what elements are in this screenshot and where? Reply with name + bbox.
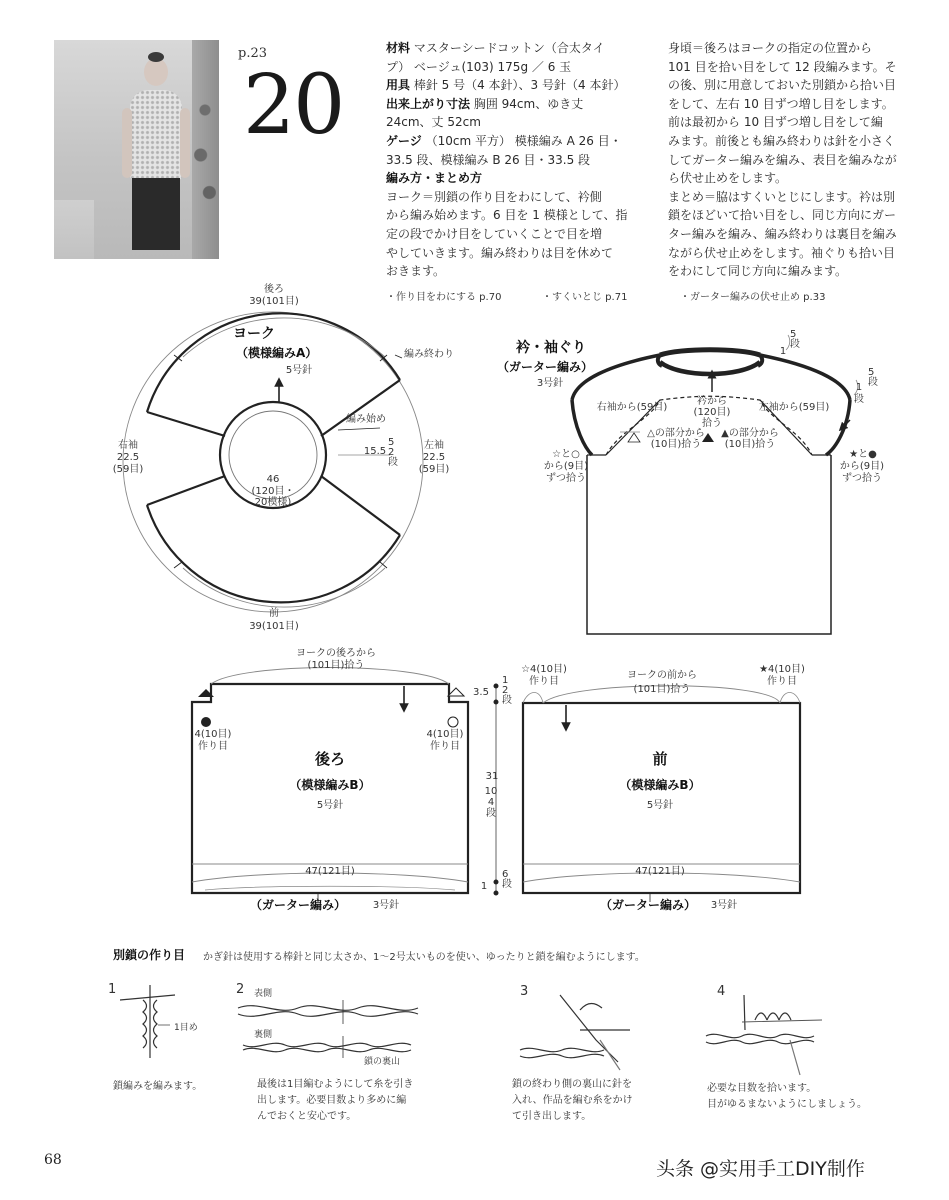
yoke-depth-cm: 15.5 — [363, 446, 387, 457]
collar-top-rows: 5段 — [790, 329, 800, 350]
right-pick-count: から(9目) — [839, 461, 885, 472]
ref-cast-on-ring: ・作り目をわにする p.70 — [386, 292, 502, 303]
left-armhole-band — [760, 355, 850, 400]
front-band-needle: 3号針 — [710, 900, 738, 911]
chain-step-4 — [706, 995, 822, 1075]
outline-circle-back — [448, 717, 458, 727]
outline-triangle-back-right — [448, 688, 464, 696]
back-needle: 5号針 — [316, 800, 344, 811]
instruction-text: から編み始めます。6 目を 1 模様として、指 — [386, 208, 628, 223]
instruction-line-right: みます。前後とも編み終わりは針を小さく — [668, 133, 896, 148]
collar-pick-b: (120目) — [693, 407, 731, 418]
instruction-text: 定の段でかけ目をしていくことで目を増 — [386, 226, 603, 241]
instruction-label: 用具 — [386, 78, 411, 93]
page-reference: p.23 — [238, 46, 267, 61]
yoke-depth-rows: 52段 — [388, 437, 398, 468]
dim-top-cm: 3.5 — [473, 687, 489, 698]
collar-title: 衿・袖ぐり — [516, 340, 586, 356]
step-4-line-1: 必要な目数を拾います。 — [707, 1083, 817, 1094]
back-left-cast-note: 作り目 — [198, 741, 228, 752]
yoke-edge-1 — [147, 412, 225, 436]
open-triangle-count: (10目)拾う — [650, 439, 702, 450]
yoke-edge-2 — [147, 476, 225, 505]
back-right-cast-note: 作り目 — [430, 741, 460, 752]
armhole-one-label: 1段 — [854, 382, 864, 405]
step-2-line-2: 出します。必要目数より多めに編 — [257, 1095, 407, 1106]
yoke-front-arc — [147, 505, 400, 602]
instruction-label: 材料 — [386, 41, 411, 55]
back-band-needle: 3号針 — [372, 900, 400, 911]
right-pick-note: ずつ拾う — [842, 473, 882, 484]
dim-top-rows: 12段 — [502, 675, 512, 706]
instruction-label: 編み方・まとめ方 — [386, 171, 483, 186]
step-2-number: 2 — [236, 982, 245, 997]
body-outline — [587, 455, 831, 634]
right-sleeve-label: 右袖 — [118, 440, 138, 451]
instruction-text: （10cm 平方） 模様編み A 26 目・ — [425, 133, 622, 148]
page-number: 68 — [44, 1152, 62, 1168]
step-3-line-1: 鎖の終わり側の裏山に針を — [512, 1079, 632, 1090]
yoke-back-size: 39(101目) — [249, 296, 299, 307]
yoke-start-label: 編み始め — [346, 414, 386, 425]
yoke-back-label: 後ろ — [264, 284, 284, 295]
step-2-text — [257, 1077, 413, 1125]
instruction-text: やしていきます。編み終わりは目を休めて — [386, 245, 614, 260]
filled-triangle-count: (10目)拾う — [724, 439, 776, 450]
step-3-number: 3 — [520, 984, 529, 999]
step-1-note: 1目め — [174, 1023, 198, 1033]
instruction-text: 胸囲 94cm、ゆき丈 — [473, 96, 584, 111]
step-2-ridge: 鎖の裏山 — [364, 1057, 401, 1067]
instruction-text: 33.5 段、模様編み B 26 目・33.5 段 — [386, 152, 591, 167]
filled-circle-back — [201, 717, 211, 727]
collar-inner — [660, 362, 760, 374]
chain-step-3 — [520, 995, 630, 1070]
instruction-line-right: まとめ＝脇はすくいとじにします。衿は別 — [668, 189, 896, 204]
instruction-line-right: ター編みを編み、編み終わりは裏目を編み — [668, 226, 897, 241]
back-left-cast: 4(10目) — [194, 729, 232, 740]
instruction-label: ゲージ — [386, 133, 422, 148]
provisional-title: 別鎖の作り目 — [113, 948, 186, 962]
yoke-title: ヨーク — [233, 326, 275, 342]
armhole-side-rows: 5段 — [868, 367, 878, 388]
step-3-text — [512, 1077, 633, 1125]
collar-subtitle: （ガーター編み） — [497, 360, 594, 374]
instruction-line-right: ら伏せ止めをします。 — [668, 171, 788, 186]
back-right-cast: 4(10目) — [426, 729, 464, 740]
dim-mid-rows: 104段 — [484, 786, 498, 819]
step-4-number: 4 — [717, 984, 726, 999]
right-sleeve-st: (59目) — [112, 464, 144, 475]
left-pick-symbols: ☆と○ — [552, 449, 580, 460]
back-bottom-size: 47(121目) — [305, 866, 355, 877]
step-1-text: 鎖編みを編みます。 — [113, 1081, 203, 1092]
instruction-line-right: 前は最初から 10 目ずつ増し目をして編 — [668, 115, 883, 130]
instruction-text: 棒針 5 号（4 本針）、3 号針（4 本針） — [413, 78, 626, 93]
instruction-line-right: の後、別に用意しておいた別鎖から拾い目 — [668, 78, 897, 93]
neck-repeats: 20模様) — [254, 497, 292, 508]
collar-pick-c: 拾う — [702, 418, 722, 429]
left-sleeve-pick: 左袖から(59目) — [758, 402, 830, 413]
yoke-front-label: 前 — [269, 608, 279, 619]
instruction-text: ヨーク＝別鎖の作り目をわにして、衿側 — [386, 189, 602, 204]
neck-cm: 46 — [266, 474, 280, 485]
ref-garter-bind-off: ・ガーター編みの伏せ止め p.33 — [680, 292, 826, 303]
ref-mattress-stitch: ・すくいとじ p.71 — [542, 292, 628, 303]
back-pick-from: ヨークの後ろから — [296, 648, 376, 659]
step-4-line-2: 目がゆるまないようにしましょう。 — [707, 1099, 867, 1110]
front-pick-from: ヨークの前から — [627, 670, 697, 681]
front-left-cast: ☆4(10目) — [521, 664, 567, 675]
front-bottom-size: 47(121目) — [635, 866, 685, 877]
right-pick-symbols: ★と● — [849, 449, 877, 460]
collar-pick-a: 衿から — [697, 396, 727, 407]
instruction-line-right: 鎖をほどいて拾い目をし、同じ方向にガー — [668, 208, 897, 223]
yoke-start-pointer — [338, 428, 380, 430]
step-4-text — [707, 1081, 867, 1113]
yoke-edge-4 — [321, 476, 400, 535]
instruction-line-right: をわにして同じ方向に編みます。 — [668, 264, 848, 279]
front-needle: 5号針 — [646, 800, 674, 811]
instruction-line-right: 101 目を拾い目をして 12 段編みます。そ — [668, 59, 897, 74]
instruction-label: 出来上がり寸法 — [386, 96, 471, 111]
yoke-end-label: 編み終わり — [404, 349, 454, 360]
left-sleeve-cm: 22.5 — [422, 452, 446, 463]
collar-band — [660, 350, 760, 355]
front-right-cast-note: 作り目 — [767, 676, 797, 687]
yoke-edge-3 — [321, 380, 400, 436]
instruction-text: プ） ベージュ(103) 175g ／ 6 玉 — [386, 59, 572, 74]
filled-triangle-part: ▲の部分から — [721, 428, 779, 439]
front-title: 前 — [652, 750, 668, 768]
instruction-text: 24cm、丈 52cm — [386, 115, 481, 130]
watermark: 头条 @实用手工DIY制作 — [656, 1158, 865, 1180]
right-sleeve-pick: 右袖から(59目) — [596, 402, 668, 413]
back-pick-count: (101目)拾う — [307, 660, 365, 671]
left-pick-note: ずつ拾う — [546, 473, 586, 484]
back-band: （ガーター編み） — [250, 898, 347, 912]
front-outline — [523, 703, 800, 893]
instruction-line-right: ながら伏せ止めをします。袖ぐりも拾い目 — [668, 245, 896, 260]
dim-bot-rows: 6段 — [502, 869, 512, 890]
yoke-subtitle: （模様編みA） — [236, 346, 318, 360]
pattern-number: 20 — [243, 58, 344, 153]
step-2-face: 表側 — [254, 989, 273, 999]
front-band: （ガーター編み） — [600, 898, 697, 912]
collar-needle: 3号針 — [536, 378, 564, 389]
left-sleeve-label: 左袖 — [424, 440, 444, 451]
step-1-number: 1 — [108, 982, 117, 997]
provisional-description: かぎ針は使用する棒針と同じ太さか、1〜2号太いものを使い、ゆったりと鎖を編むようにします。 — [203, 952, 645, 963]
step-3-line-3: て引き出します。 — [512, 1111, 592, 1122]
front-pick-count: (101目)拾う — [633, 684, 691, 695]
step-3-line-2: 入れ、作品を編む糸をかけ — [512, 1095, 633, 1106]
instruction-text: マスターシードコットン（合太タイ — [413, 41, 605, 55]
step-2-line-3: んでおくと安心です。 — [257, 1111, 357, 1122]
front-subtitle: （模様編みB） — [619, 778, 701, 792]
open-triangle-part: △の部分から — [647, 428, 705, 439]
yoke-needle: 5号針 — [285, 365, 313, 376]
back-subtitle: （模様編みB） — [289, 778, 371, 792]
instruction-line-right: をして、左右 10 目ずつ増し目をします。 — [668, 96, 894, 111]
dim-mid-cm: 31 — [485, 771, 499, 782]
front-left-cast-note: 作り目 — [529, 676, 559, 687]
step-2-line-1: 最後は1目編むようにして糸を引き — [257, 1079, 414, 1090]
collar-diagram — [572, 335, 858, 634]
collar-one-label: 1 — [779, 346, 787, 357]
yoke-end-pointer — [395, 355, 402, 358]
front-right-cast: ★4(10目) — [759, 664, 805, 675]
instruction-line-right: 身頃＝後ろはヨークの指定の位置から — [668, 41, 873, 55]
left-pick-count: から(9目) — [543, 461, 589, 472]
instruction-line-right: してガーター編みを編み、表目を編みなが — [668, 152, 897, 167]
right-sleeve-cm: 22.5 — [116, 452, 140, 463]
instruction-text: おきます。 — [386, 264, 446, 279]
back-title: 後ろ — [314, 750, 345, 768]
left-sleeve-st: (59目) — [418, 464, 450, 475]
dim-bot-cm: 1 — [480, 881, 488, 892]
chain-step-1 — [120, 985, 175, 1058]
yoke-front-size: 39(101目) — [249, 621, 299, 632]
neck-stitches: (120目・ — [251, 486, 295, 497]
step-2-back: 裏側 — [254, 1030, 273, 1040]
